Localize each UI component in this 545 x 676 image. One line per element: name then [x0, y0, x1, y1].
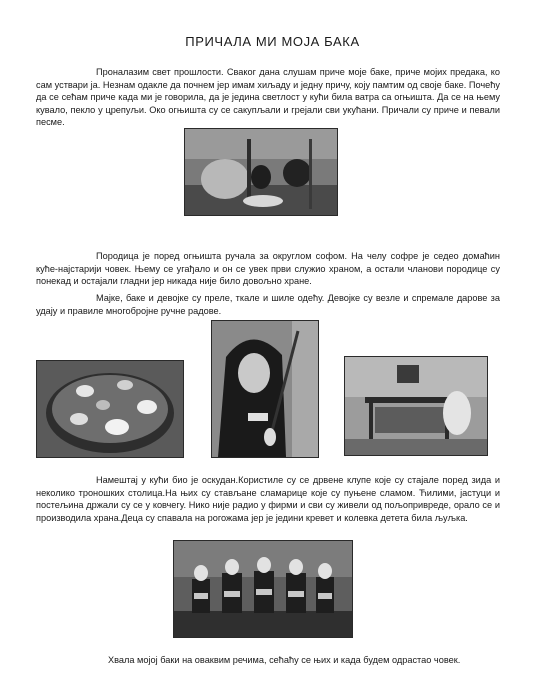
paragraph-furniture: Намештај у кући био је оскудан.Користиле су се дрвене клупе које су стајале поред зида и неколико троношких столица.На њих су стављане сламарице које су пуњене сламом. Ћилими, јастуци и постељина држали су се у ковчегу. Нико није радио у фирми и сви су живели од пољопривреде, орало се и производила храна.Деца су спавала на рогожама јер је једини кревет и колевка детета била љуљка.: [36, 475, 500, 523]
paragraph-sofra: Породица је поред огњишта ручала за округлом софом. На челу софре је седео домаћин куће-најстарији човек. Њему се угађало и он се увек први служио храном, а остали чланови породице су понекад и остајали гладни јер никада није било довољно хране.: [36, 251, 500, 287]
paragraph-hearth: Проналазим свет прошлости. Сваког дана слушам приче моје баке, приче мојих предака, ко сам уствари ја. Незнам одакле да почнем јер имам хиљаду и једну причу, коју памтим од своје баке. Почећу да се сећам приче када ми је говорила, да је једина светлост у кући била ватра са огњишта. Да се на њему кувало, пекло у црепуљи. Око огњишта су се сакупљали и грејали сви укућани. Причали су приче и певали песме.: [36, 67, 500, 128]
sofra-photo: [36, 360, 184, 458]
closing-line: Хвала мојој баки на оваквим речима, сећаћу се њих и када будем одрастао човек.: [108, 655, 461, 665]
paragraph-spinning: Мајке, баке и девојке су преле, ткале и шиле одећу. Девојке су везле и спремале дарове за удају и правиле многобројне ручне радове.: [36, 293, 500, 316]
hearth-photo: [184, 128, 338, 216]
girls-group-photo: [173, 540, 353, 638]
page-title: ПРИЧАЛА МИ МОЈА БАКА: [185, 34, 360, 49]
grandmother-photo: [211, 320, 319, 458]
loom-photo: [344, 356, 488, 456]
